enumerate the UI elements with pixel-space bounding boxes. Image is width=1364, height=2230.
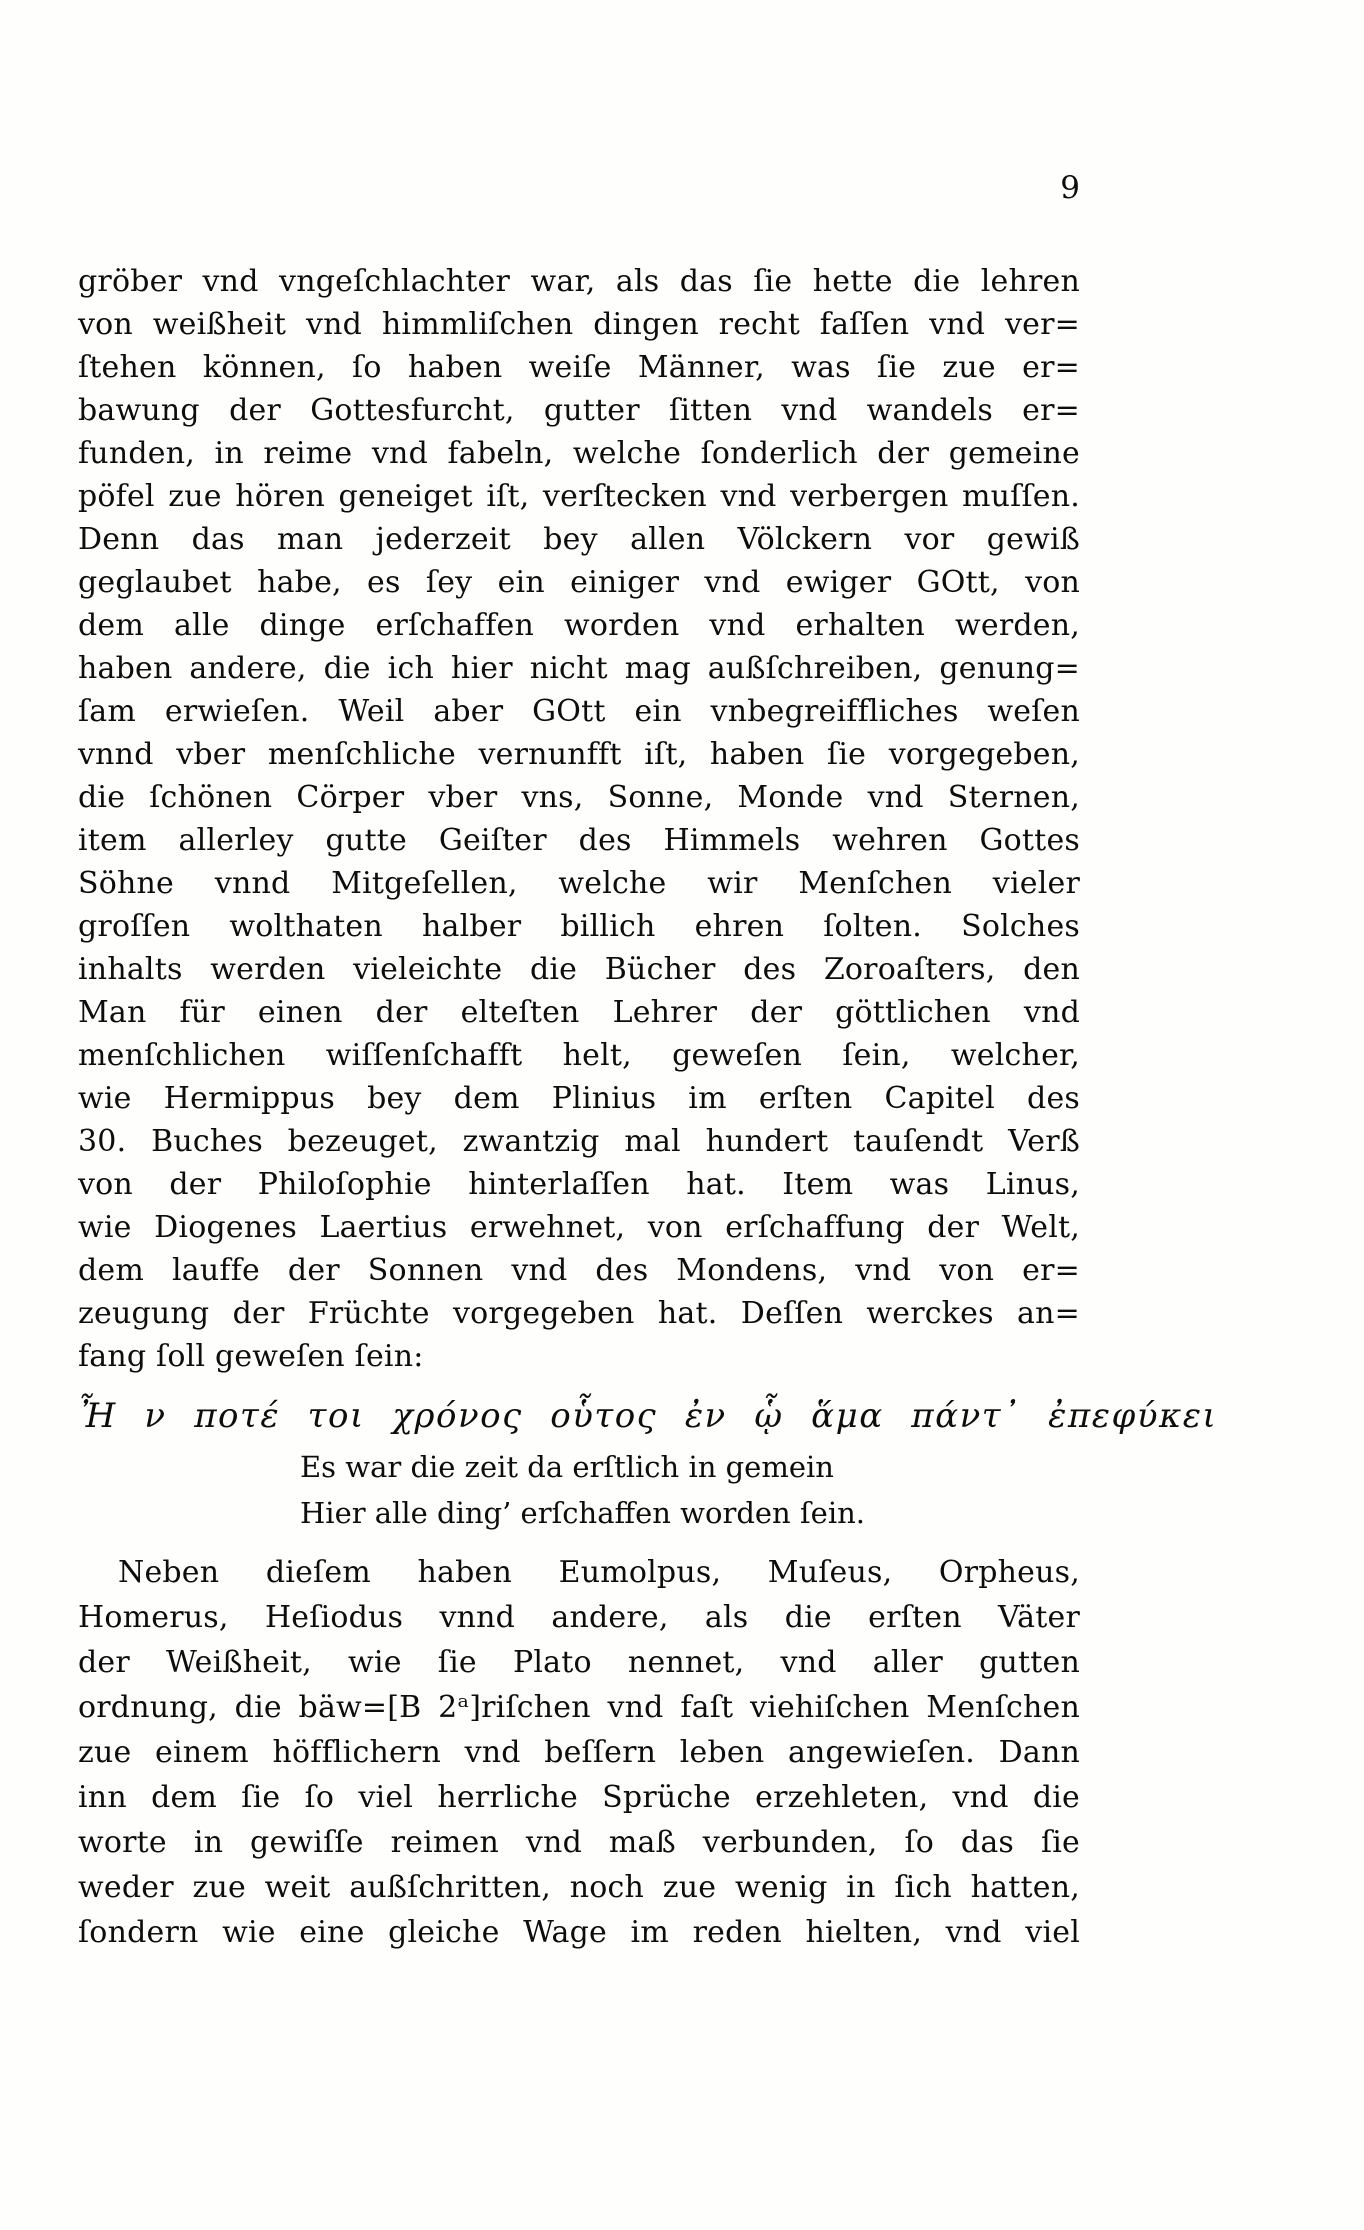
text-line: Homerus, Heſiodus vnnd andere, als die erſten Väter — [78, 1600, 1080, 1635]
text-line: Es war die zeit da erſtlich in gemein — [300, 1450, 834, 1484]
text-line: die ſchönen Cörper vber vns, Sonne, Monde vnd Sternen, — [78, 780, 1080, 815]
text-line: dem lauffe der Sonnen vnd des Mondens, vnd von er= — [78, 1253, 1080, 1288]
text-line: der Weißheit, wie ſie Plato nennet, vnd aller gutten — [78, 1645, 1080, 1680]
text-line: Neben dieſem haben Eumolpus, Muſeus, Orpheus, — [118, 1555, 1080, 1590]
text-line: worte in gewiſſe reimen vnd maß verbunden, ſo das ſie — [78, 1825, 1080, 1860]
text-line: menſchlichen wiſſenſchafft helt, geweſen ſein, welcher, — [78, 1038, 1080, 1073]
text-line: fang ſoll geweſen ſein: — [78, 1339, 424, 1374]
text-line: bawung der Gottesfurcht, gutter ſitten vnd wandels er= — [78, 393, 1080, 428]
text-line: ſondern wie eine gleiche Wage im reden hielten, vnd viel — [78, 1915, 1080, 1950]
text-line: groſſen wolthaten halber billich ehren ſolten. Solches — [78, 909, 1080, 944]
text-line: weder zue weit außſchritten, noch zue wenig in ſich hatten, — [78, 1870, 1080, 1905]
text-line: ſtehen können, ſo haben weiſe Männer, was ſie zue er= — [78, 350, 1080, 385]
text-line: inn dem ſie ſo viel herrliche Sprüche erzehleten, vnd die — [78, 1780, 1080, 1815]
text-line: 30. Buches bezeuget, zwantzig mal hundert tauſendt Verß — [78, 1124, 1080, 1159]
text-line: vnnd vber menſchliche vernunfft iſt, haben ſie vorgegeben, — [78, 737, 1080, 772]
text-line: Man für einen der elteſten Lehrer der göttlichen vnd — [78, 995, 1080, 1030]
second-paragraph — [78, 1550, 1080, 1955]
text-line: gröber vnd vngeſchlachter war, als das ſie hette die lehren — [78, 264, 1080, 299]
verse-translation — [78, 1444, 1080, 1536]
text-line: haben andere, die ich hier nicht mag außſchreiben, genung= — [78, 651, 1080, 686]
text-line: ſam erwieſen. Weil aber GOtt ein vnbegreiffliches weſen — [78, 694, 1080, 729]
text-line: Söhne vnnd Mitgeſellen, welche wir Menſchen vieler — [78, 866, 1080, 901]
text-line: zue einem höfflichern vnd beſſern leben angewieſen. Dann — [78, 1735, 1080, 1770]
text-line: ordnung, die bäw=[B 2ᵃ]riſchen vnd faſt viehiſchen Menſchen — [78, 1690, 1080, 1725]
text-line: funden, in reime vnd fabeln, welche ſonderlich der gemeine — [78, 436, 1080, 471]
text-line: pöfel zue hören geneiget iſt, verſtecken vnd verbergen muſſen. — [78, 479, 1080, 514]
text-line: von weißheit vnd himmliſchen dingen recht faſſen vnd ver= — [78, 307, 1080, 342]
text-line: geglaubet habe, es ſey ein einiger vnd ewiger GOtt, von — [78, 565, 1080, 600]
text-line: wie Diogenes Laertius erwehnet, von erſchaffung der Welt, — [78, 1210, 1080, 1245]
text-line: inhalts werden vieleichte die Bücher des Zoroaſters, den — [78, 952, 1080, 987]
text-line: wie Hermippus bey dem Plinius im erſten Capitel des — [78, 1081, 1080, 1116]
greek-quote: Ἦ ν ποτέ τοι χρόνος οὗτος ἐν ᾧ ἅμα πάντ᾽ ἐπεφύκει — [78, 1396, 1218, 1436]
text-line: zeugung der Früchte vorgegeben hat. Deſſen werckes an= — [78, 1296, 1080, 1331]
text-line: Hier alle ding’ erſchaffen worden ſein. — [300, 1496, 866, 1530]
paragraph-continuation — [78, 260, 1080, 1378]
text-line: Denn das man jederzeit bey allen Völckern vor gewiß — [78, 522, 1080, 557]
page-number: 9 — [1060, 170, 1080, 206]
text-block — [78, 0, 1218, 1955]
text-line: dem alle dinge erſchaffen worden vnd erhalten werden, — [78, 608, 1080, 643]
text-line: von der Philoſophie hinterlaſſen hat. Item was Linus, — [78, 1167, 1080, 1202]
text-line: item allerley gutte Geiſter des Himmels wehren Gottes — [78, 823, 1080, 858]
